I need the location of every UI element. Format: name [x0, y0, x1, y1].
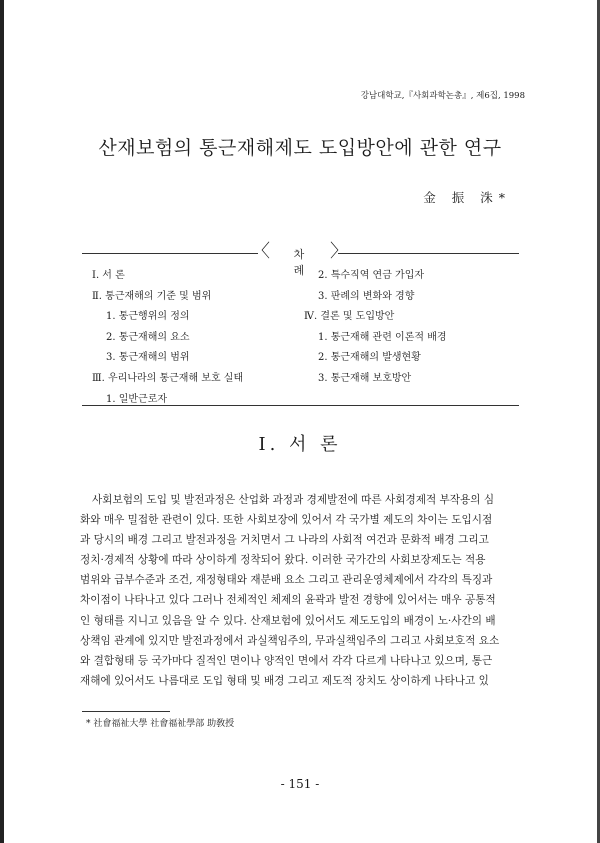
- toc-left-bracket: 〈: [252, 241, 270, 262]
- footnote: * 社會福祉大學 社會福祉學部 助敎授: [86, 719, 235, 729]
- toc-item: 1. 통근재해 관련 이론적 배경: [318, 331, 447, 343]
- toc-right-column: [304, 266, 447, 390]
- footnote-rule: [82, 711, 170, 712]
- toc-left-column: [92, 266, 243, 410]
- page-number: - 151 -: [280, 777, 320, 791]
- toc-item: 2. 통근재해의 요소: [106, 331, 190, 343]
- paper-title: 산재보험의 통근재해제도 도입방안에 관한 연구: [98, 137, 502, 159]
- body-line: 상책임 관계에 있지만 발전과정에서 과실책임주의, 무과실책임주의 그리고 사회보호적 요소: [80, 634, 500, 647]
- author-name: 金 振 洙*: [423, 190, 511, 205]
- scan-edge-left: [0, 0, 4, 843]
- toc-item: 3. 판례의 변화와 경향: [318, 290, 415, 302]
- body-line: 정치·경제적 상황에 따라 상이하게 정착되어 왔다. 이러한 국가간의 사회보장제도는 적용: [80, 554, 486, 567]
- toc-top-rule-right: [338, 253, 519, 254]
- toc-heading: 차 례: [293, 248, 323, 277]
- body-line: 재해에 있어서도 나름대로 도입 형태 및 배경 그리고 제도적 장치도 상이하게 나타나고 있: [80, 674, 489, 687]
- toc-item: 3. 통근재해의 범위: [106, 352, 190, 364]
- toc-item: 2. 특수직역 연금 가입자: [318, 270, 425, 281]
- toc-top-rule-left: [82, 253, 258, 254]
- toc-item: 1. 일반근로자: [106, 393, 168, 405]
- body-line: 사회보험의 도입 및 발전과정은 산업화 과정과 경제발전에 따른 사회경제적 부작용의 심: [92, 494, 495, 506]
- toc-item: 3. 통근재해 보호방안: [318, 372, 412, 384]
- toc-item: Ⅱ. 통근재해의 기준 및 범위: [92, 290, 212, 302]
- toc-item: Ⅰ. 서 론: [92, 270, 125, 281]
- body-line: 차이점이 나타나고 있다 그러나 전체적인 체제의 윤곽과 발전 경향에 있어서는 매우 공통적: [80, 594, 496, 607]
- body-paragraph: [80, 490, 532, 691]
- toc-item: Ⅲ. 우리나라의 통근재해 보호 실태: [92, 372, 244, 384]
- toc-bottom-rule: [82, 405, 519, 406]
- body-line: 와 결합형태 등 국가마다 질적인 면이나 양적인 면에서 각각 다르게 나타나고 있으며, 통근: [80, 654, 493, 667]
- section-heading: Ⅰ. 서 론: [258, 434, 342, 455]
- body-line: 화와 매우 밀접한 관련이 있다. 또한 사회보장에 있어서 각 국가별 제도의 차이는 도입시점: [80, 514, 493, 527]
- toc-item: Ⅳ. 결론 및 도입방안: [304, 311, 395, 323]
- body-line: 인 형태를 지니고 있음을 알 수 있다. 산재보험에 있어서도 제도도입의 배경이 노·사간의 배: [80, 614, 496, 627]
- body-line: 과 당시의 배경 그리고 발전과정을 거치면서 그 나라의 사회적 여건과 문화적 배경 그리고: [80, 534, 489, 547]
- body-line: 범위와 급부수준과 조건, 재정형태와 재분배 요소 그리고 관리운영체제에서 각각의 특징과: [80, 574, 493, 587]
- toc-right-bracket: 〉: [330, 241, 348, 262]
- toc-item: 1. 통근행위의 정의: [106, 311, 190, 323]
- journal-citation: 강남대학교,『사회과학논총』, 제6집, 1998: [360, 91, 525, 101]
- toc-item: 2. 통근재해의 발생현황: [318, 352, 421, 364]
